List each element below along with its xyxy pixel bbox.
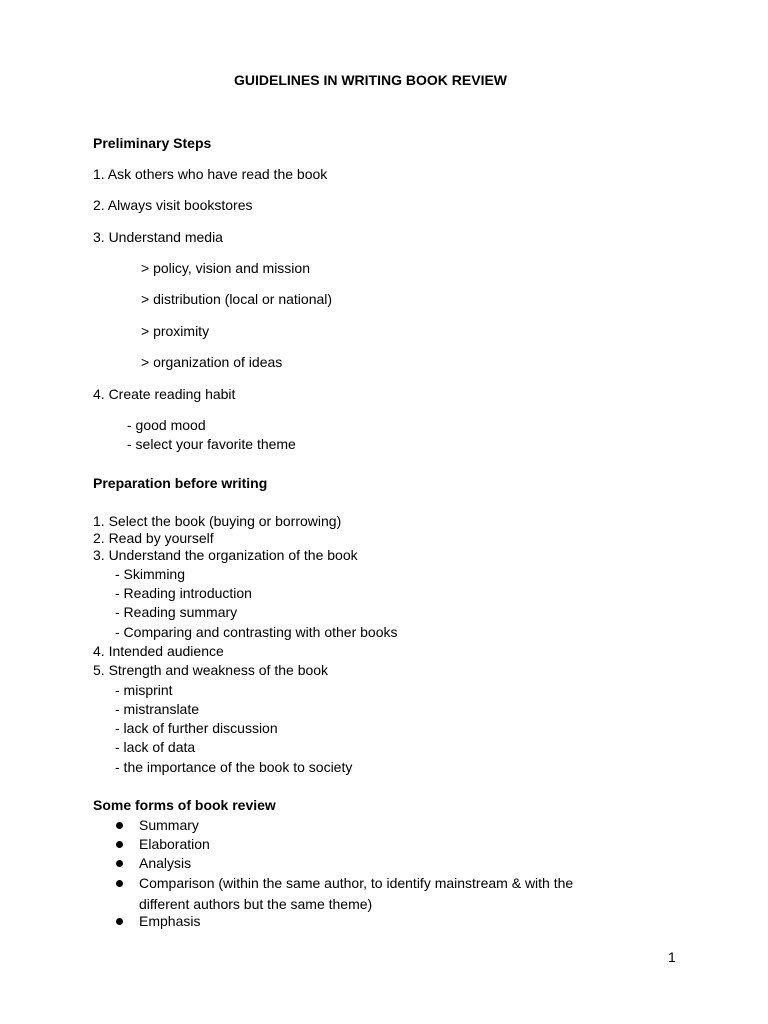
sub-list-item: > policy, vision and mission <box>141 260 310 276</box>
bullet-list-item: Elaboration <box>139 836 210 852</box>
sub-list-item: - Reading summary <box>115 604 238 620</box>
sub-list-item: - Skimming <box>115 566 186 582</box>
bullet-list-item: Comparison (within the same author, to identify mainstream & with the <box>139 875 574 891</box>
bullet-list-item: Emphasis <box>139 913 201 929</box>
sub-list-item: > proximity <box>141 323 210 339</box>
list-item: 5. Strength and weakness of the book <box>93 662 329 678</box>
list-item: 1. Ask others who have read the book <box>93 166 328 182</box>
sub-list-item: - the importance of the book to society <box>115 759 353 775</box>
sub-list-item: - misprint <box>115 682 173 698</box>
bullet-icon <box>116 860 123 867</box>
sub-list-item: - mistranslate <box>115 701 200 717</box>
sub-list-item: - good mood <box>127 417 206 433</box>
bullet-list-item-continuation: different authors but the same theme) <box>139 896 373 912</box>
bullet-icon <box>116 918 123 925</box>
sub-list-item: - select your favorite theme <box>127 436 296 452</box>
list-item: 2. Read by yourself <box>93 530 214 546</box>
bullet-icon <box>116 880 123 887</box>
sub-list-item: > organization of ideas <box>141 354 283 370</box>
sub-list-item: > distribution (local or national) <box>141 291 333 307</box>
bullet-list-item: Summary <box>139 817 199 833</box>
list-item: 1. Select the book (buying or borrowing) <box>93 513 342 529</box>
document-title: GUIDELINES IN WRITING BOOK REVIEW <box>234 72 508 88</box>
list-item: 3. Understand the organization of the book <box>93 547 358 563</box>
page-number: 1 <box>668 949 676 965</box>
sub-list-item: - Comparing and contrasting with other books <box>115 624 398 640</box>
sub-list-item: - lack of further discussion <box>115 720 278 736</box>
list-item: 4. Create reading habit <box>93 386 236 402</box>
bullet-icon <box>116 841 123 848</box>
list-item: 3. Understand media <box>93 229 223 245</box>
section-heading-preparation: Preparation before writing <box>93 475 268 491</box>
sub-list-item: - Reading introduction <box>115 585 252 601</box>
list-item: 2. Always visit bookstores <box>93 197 253 213</box>
section-heading-forms: Some forms of book review <box>93 797 276 813</box>
sub-list-item: - lack of data <box>115 739 196 755</box>
section-heading-preliminary: Preliminary Steps <box>93 135 212 151</box>
bullet-list-item: Analysis <box>139 855 192 871</box>
bullet-icon <box>116 822 123 829</box>
list-item: 4. Intended audience <box>93 643 224 659</box>
